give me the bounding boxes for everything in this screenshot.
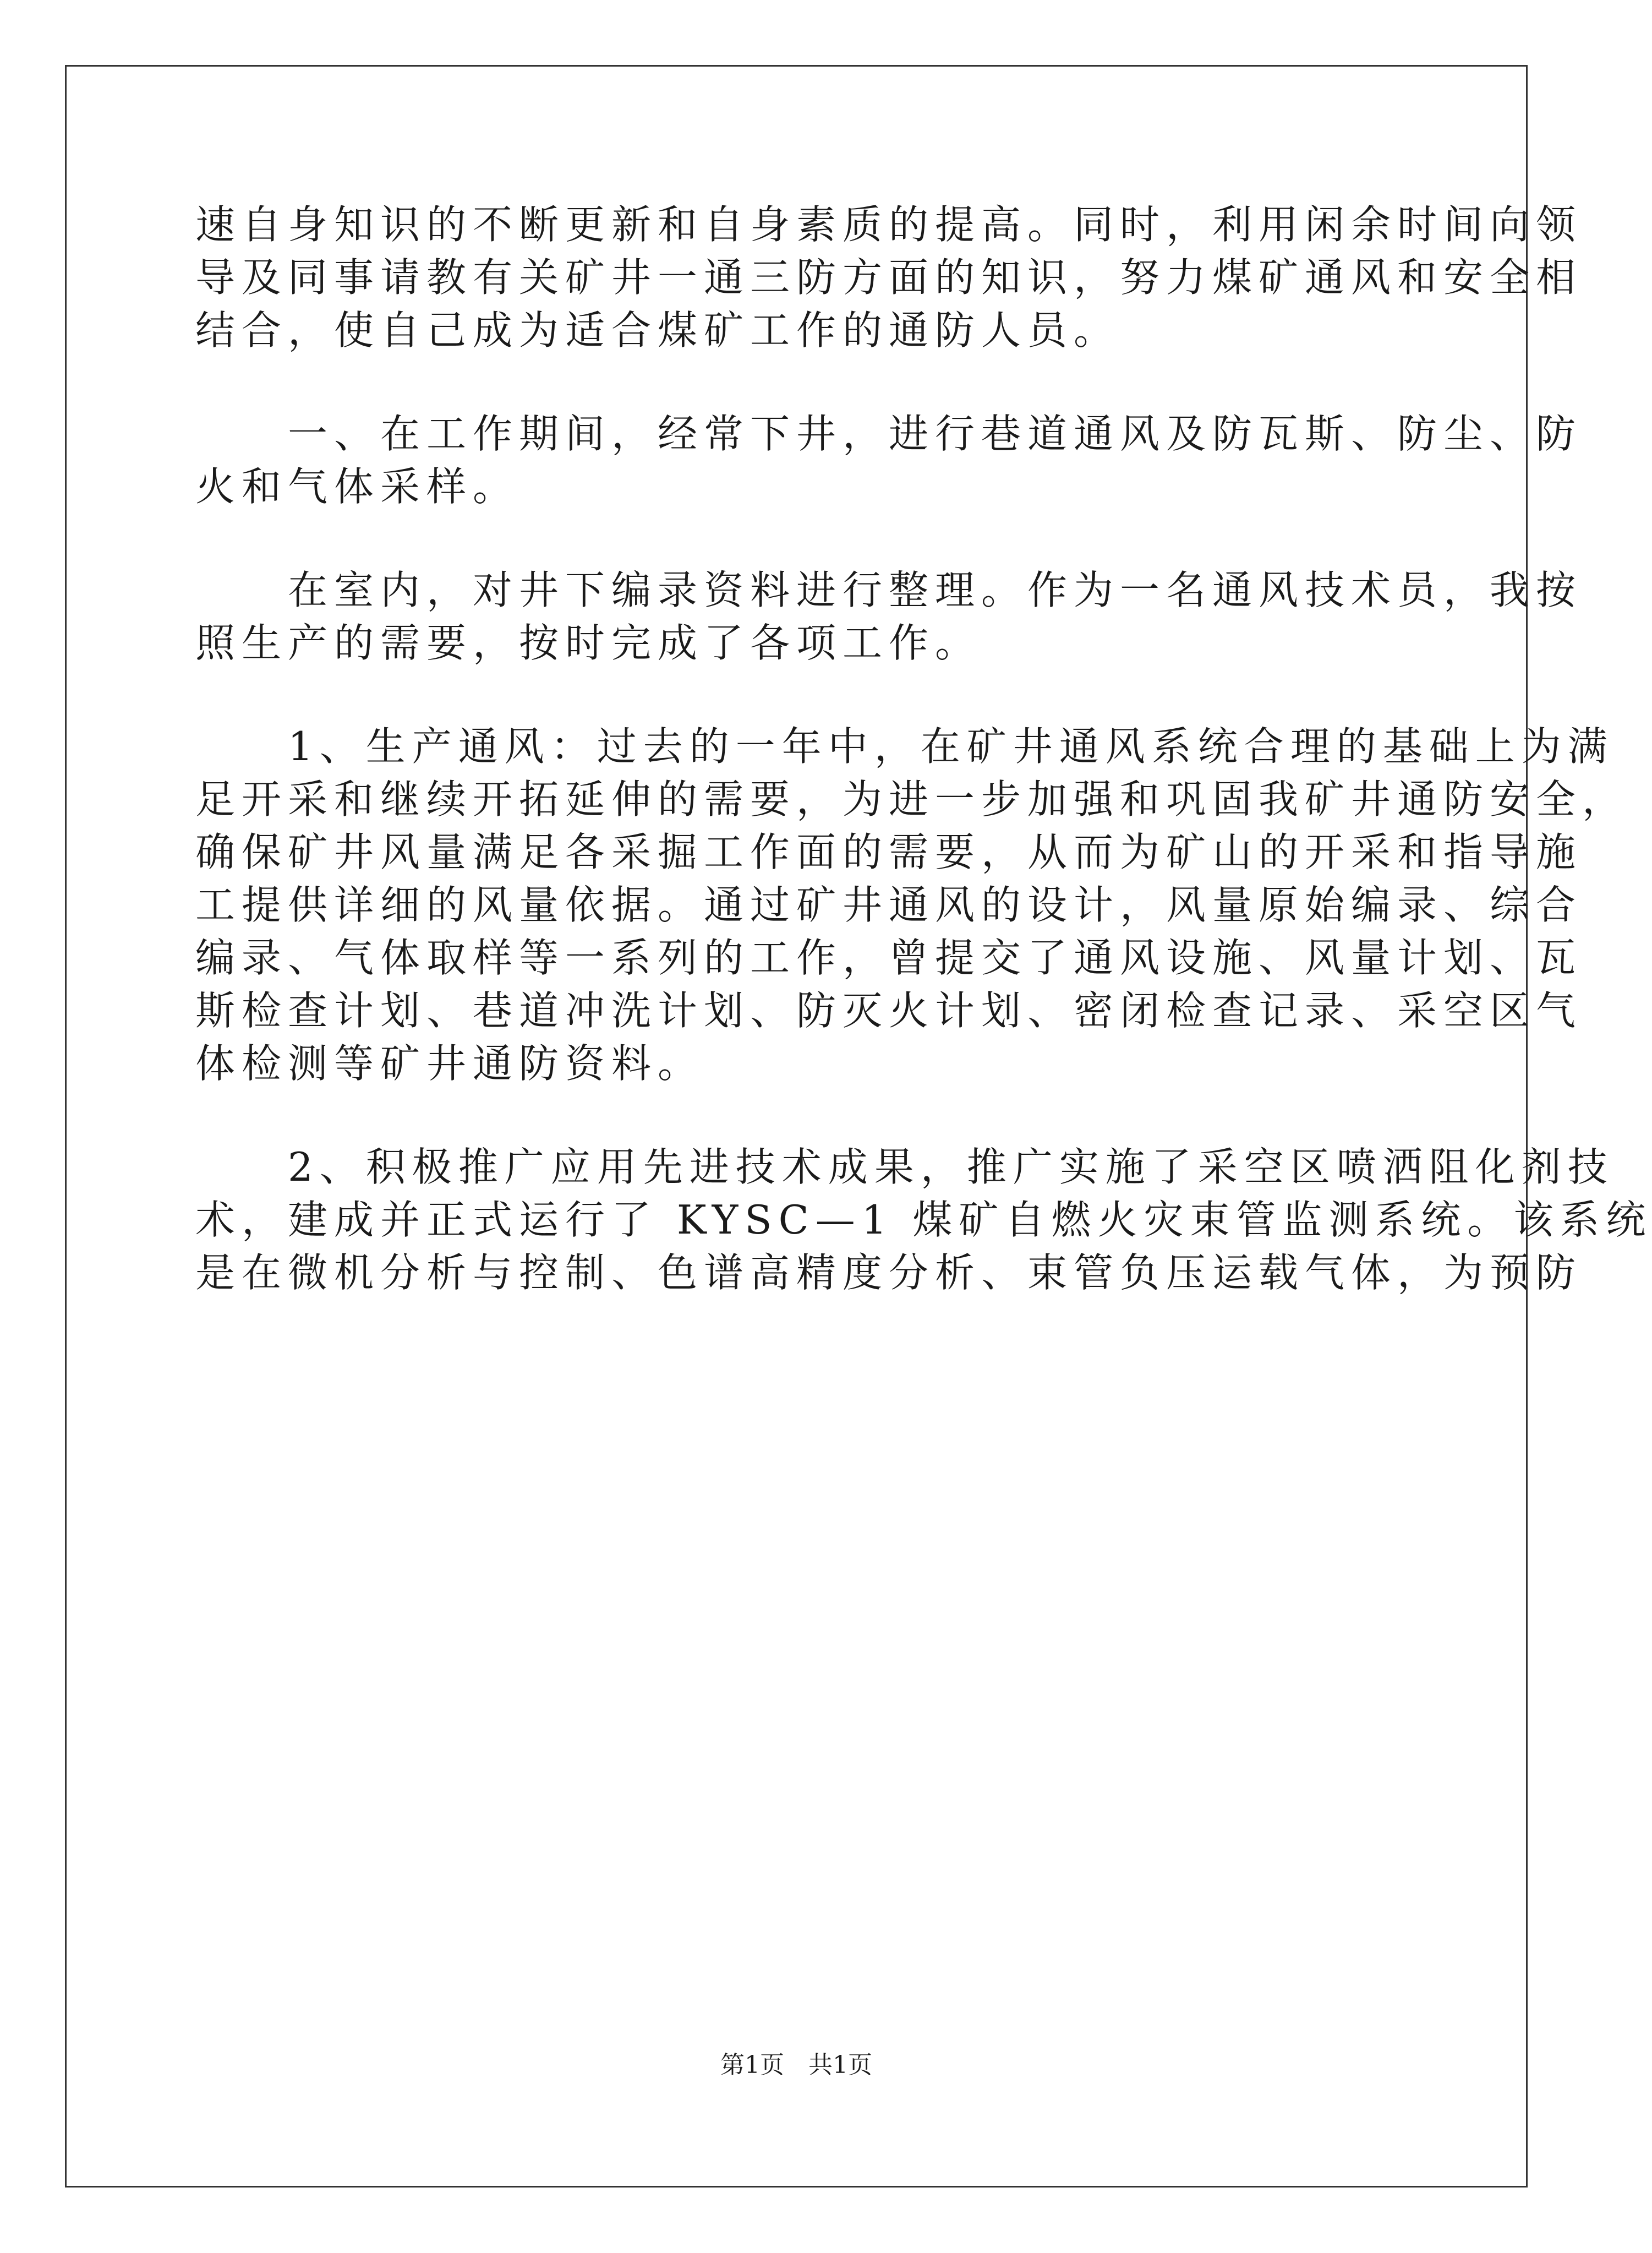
- paragraph: [195, 198, 1583, 357]
- text-line: 一、在工作期间，经常下井，进行巷道通风及防瓦斯、防尘、防: [288, 411, 1583, 457]
- text-line: 1、生产通风：过去的一年中，在矿井通风系统合理的基础上为满: [288, 723, 1614, 770]
- text-line: 火和气体采样。: [195, 463, 519, 510]
- text-line: 确保矿井风量满足各采掘工作面的需要，从而为矿山的开采和指导施: [195, 829, 1583, 875]
- paragraph: [195, 564, 1583, 669]
- paragraph: [195, 720, 1629, 1090]
- paragraph-gap: [195, 669, 1406, 720]
- text-line: 2、积极推广应用先进技术成果，推广实施了采空区喷洒阻化剂技: [288, 1144, 1614, 1190]
- text-line: 工提供详细的风量依据。通过矿井通风的设计，风量原始编录、综合: [195, 882, 1583, 928]
- text-line: 速自身知识的不断更新和自身素质的提高。同时，利用闲余时间向领: [195, 201, 1583, 248]
- text-line: 在室内，对井下编录资料进行整理。作为一名通风技术员，我按: [288, 567, 1583, 613]
- text-line: 结合，使自己成为适合煤矿工作的通防人员。: [195, 307, 1120, 353]
- page-footer: 第1页 共1页: [720, 2051, 872, 2079]
- text-line: 导及同事请教有关矿井一通三防方面的知识，努力煤矿通风和安全相: [195, 254, 1583, 301]
- text-line: 体检测等矿井通防资料。: [195, 1040, 704, 1087]
- text-line: 编录、气体取样等一系列的工作，曾提交了通风设施、风量计划、瓦: [195, 935, 1583, 981]
- text-line: 照生产的需要，按时完成了各项工作。: [195, 620, 982, 666]
- text-line: 是在微机分析与控制、色谱高精度分析、束管负压运载气体，为预防: [195, 1250, 1583, 1296]
- text-line: 术，建成并正式运行了 KYSC—1 煤矿自燃火灾束管监测系统。该系统: [195, 1197, 1652, 1243]
- text-line: 足开采和继续开拓延伸的需要，为进一步加强和巩固我矿井通防安全，: [195, 776, 1629, 822]
- paragraph: [195, 407, 1583, 513]
- paragraph-gap: [195, 513, 1406, 564]
- document-body: [195, 198, 1652, 1299]
- paragraph: [195, 1141, 1652, 1299]
- paragraph-gap: [195, 1090, 1406, 1141]
- text-line: 斯检查计划、巷道冲洗计划、防灭火计划、密闭检查记录、采空区气: [195, 988, 1583, 1034]
- paragraph-gap: [195, 357, 1406, 407]
